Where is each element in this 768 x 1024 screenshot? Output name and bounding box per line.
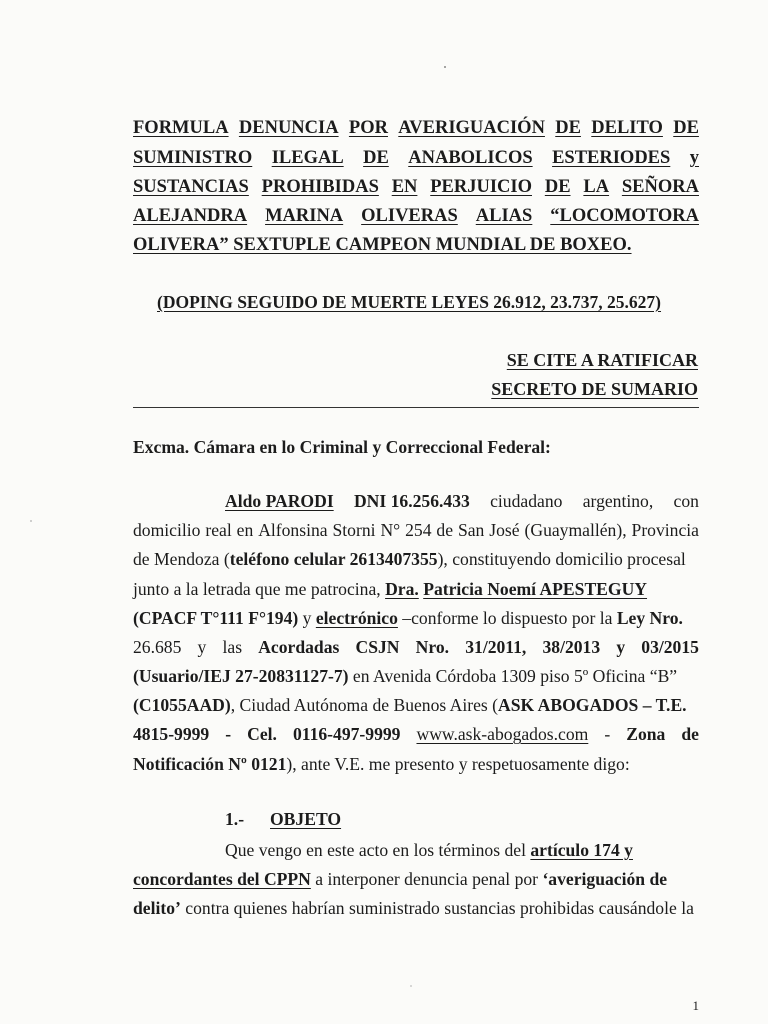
section-number: 1.-	[225, 809, 245, 829]
intro-line-10: Notificación Nº 0121 ), ante V.E. me presento y respetuosamente digo:	[133, 754, 630, 774]
divider-rule	[133, 407, 699, 408]
intro-line-4: junto a la letrada que me patrocina, Dra. Patricia Noemí APESTEGUY	[133, 579, 648, 599]
title-line-5: OLIVERA” SEXTUPLE CAMPEON MUNDIAL DE BOXEO.	[133, 235, 632, 255]
scan-speck	[30, 520, 32, 522]
title-line-1: FORMULA DENUNCIA POR AVERIGUACIÓN DE DELITO DE	[133, 118, 699, 138]
intro-line-5: (CPACF T°111 F°194) y electrónico –conforme lo dispuesto por la Ley Nro.	[133, 608, 683, 628]
doping-subtitle: (DOPING SEGUIDO DE MUERTE LEYES 26.912, 23.737, 25.627)	[157, 292, 662, 312]
intro-line-3: de Mendoza ( teléfono celular 2613407355 ), constituyendo domicilio procesal	[133, 549, 686, 569]
request-secrecy: SECRETO DE SUMARIO	[491, 379, 698, 399]
intro-line-7: (Usuario/IEJ 27-20831127-7) en Avenida Córdoba 1309 piso 5º Oficina “B”	[133, 666, 678, 686]
intro-line-1: Aldo PARODI DNI 16.256.433 ciudadano argentino, con	[225, 491, 699, 511]
title-line-4: ALEJANDRA MARINA OLIVERAS ALIAS “LOCOMOTORA	[133, 206, 699, 226]
page-number: 1	[692, 998, 699, 1013]
intro-line-8: (C1055AAD) , Ciudad Autónoma de Buenos Aires ( ASK ABOGADOS – T.E.	[133, 695, 687, 715]
title-line-3: SUSTANCIAS PROHIBIDAS EN PERJUICIO DE LA SEÑORA	[133, 177, 699, 197]
section-heading: OBJETO	[270, 809, 342, 829]
section-line-3: delito’ contra quienes habrían suministrado sustancias prohibidas causándole la	[133, 898, 694, 918]
website-link[interactable]: www.ask-abogados.com	[416, 724, 589, 744]
addressee: Excma. Cámara en lo Criminal y Correccional Federal:	[133, 437, 551, 457]
section-line-1: Que vengo en este acto en los términos del artículo 174 y	[225, 840, 633, 860]
intro-line-2: domicilio real en Alfonsina Storni N° 254 de San José (Guaymallén), Provincia	[133, 520, 699, 540]
title-line-2: SUMINISTRO ILEGAL DE ANABOLICOS ESTERIODES y	[133, 148, 699, 168]
section-line-2: concordantes del CPPN a interponer denuncia penal por ‘averiguación de	[133, 869, 668, 889]
scan-speck	[410, 985, 412, 987]
request-ratify: SE CITE A RATIFICAR	[506, 350, 698, 370]
intro-line-9: 4815-9999 - Cel. 0116-497-9999 www.ask-abogados.com - Zona de	[133, 724, 699, 744]
intro-line-6: 26.685 y las Acordadas CSJN Nro. 31/2011, 38/2013 y 03/2015	[133, 637, 699, 657]
scan-speck	[444, 66, 446, 68]
